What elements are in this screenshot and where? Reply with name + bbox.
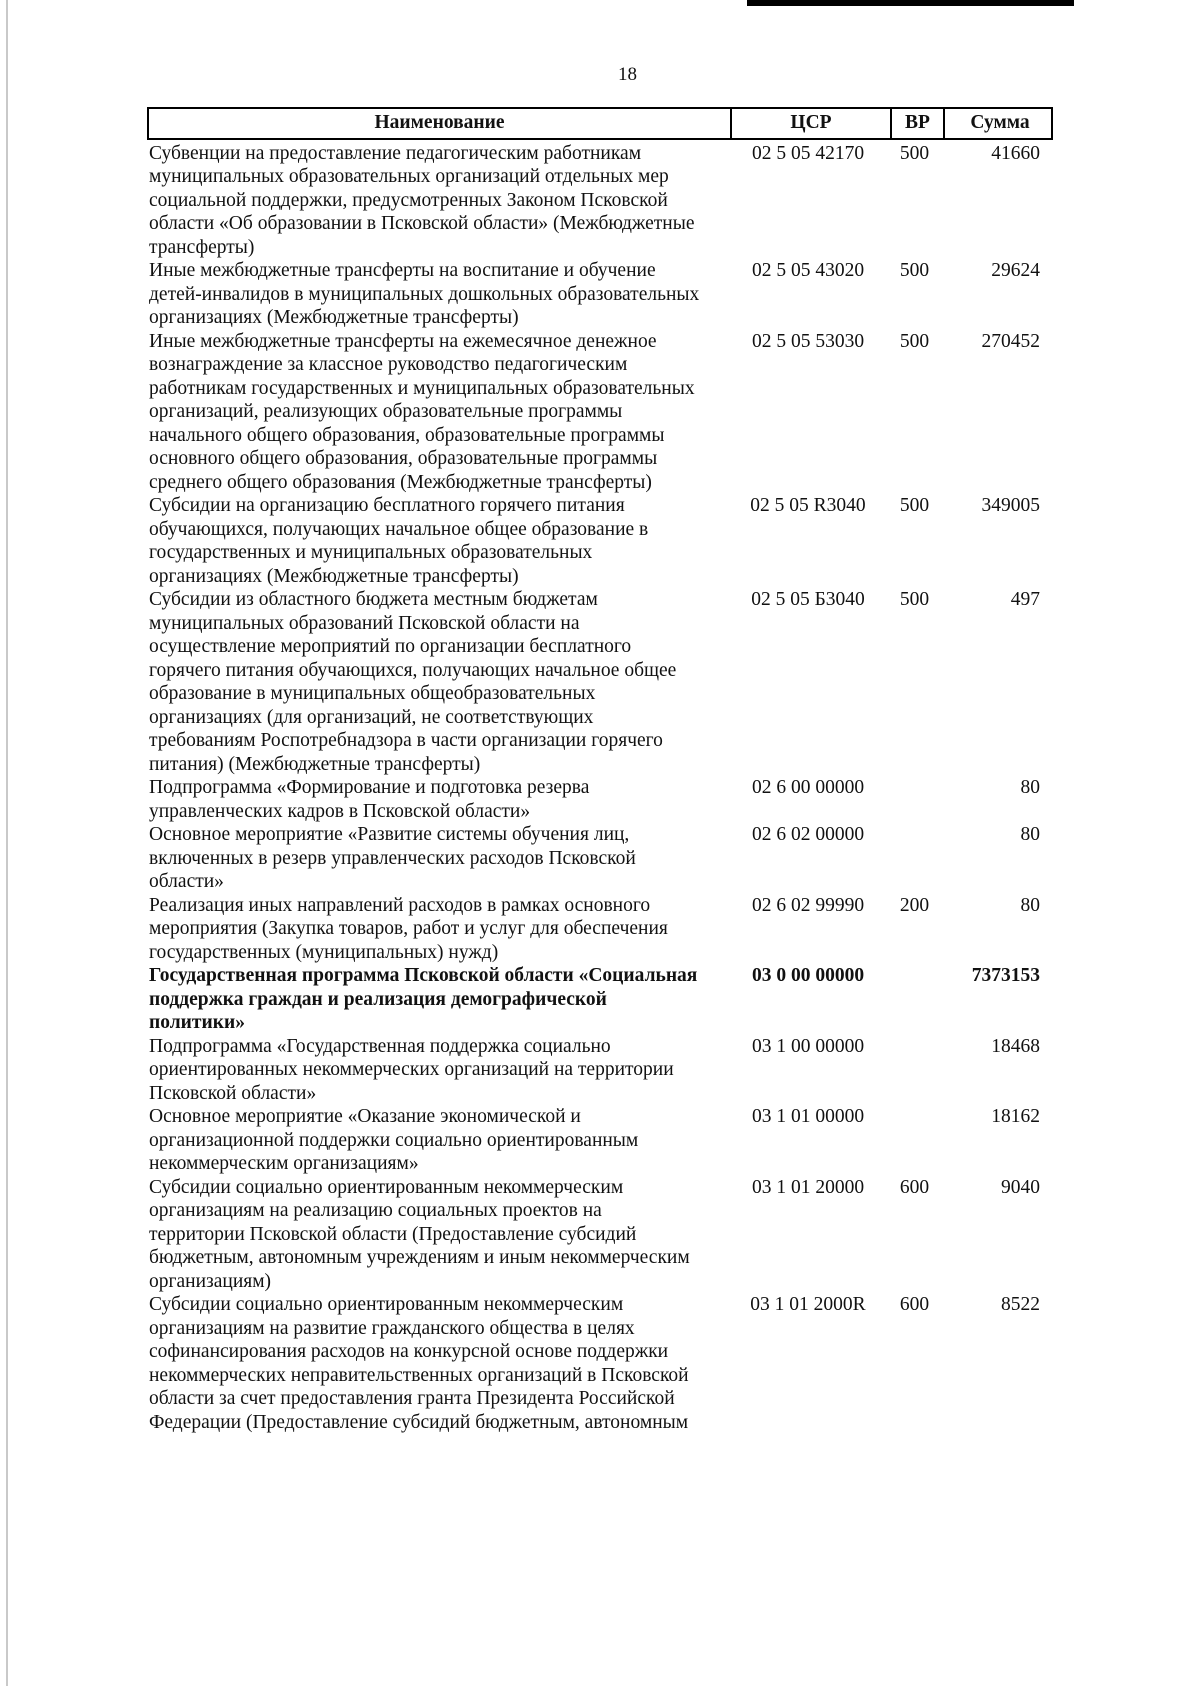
- row-csr: 02 6 00 00000: [751, 777, 865, 798]
- table-body: [147, 140, 1053, 1435]
- row-name: Иные межбюджетные трансферты на воспитание и обучение детей-инвалидов в муниципальных дошкольных образовательных организациях (Межбюджетные трансферты): [149, 260, 700, 328]
- row-vr: [888, 1105, 941, 1176]
- row-vr: [888, 823, 941, 894]
- row-sum: 9040: [1001, 1176, 1040, 1198]
- table-row: [147, 142, 1053, 260]
- row-sum: 497: [1010, 589, 1040, 610]
- row-sum: 80: [1020, 894, 1040, 916]
- row-csr: 03 1 01 20000: [751, 1176, 865, 1198]
- row-vr: [888, 964, 941, 1035]
- table-row: [147, 894, 1053, 965]
- row-sum: 41660: [991, 142, 1040, 164]
- table-row: [147, 494, 1053, 588]
- row-sum: 7373153: [971, 965, 1040, 986]
- row-sum: 80: [1020, 824, 1040, 845]
- row-name: Субсидии на организацию бесплатного горячего питания обучающихся, получающих начальное общее образование в государственных и муниципальных образовательных организациях (Межбюджетные трансферты): [149, 495, 649, 587]
- scan-artifact-top-bar: [747, 0, 1074, 6]
- table-header-row: [147, 107, 1053, 140]
- row-sum: 8522: [1001, 1294, 1040, 1315]
- row-csr: 02 5 05 43020: [751, 260, 865, 281]
- table-row: [147, 776, 1053, 823]
- page-number: 18: [618, 64, 637, 85]
- row-name: Основное мероприятие «Развитие системы обучения лиц, включенных в резерв управленческих расходов Псковской области»: [149, 824, 636, 892]
- row-csr: 02 5 05 42170: [751, 142, 865, 164]
- row-vr: 500: [899, 260, 930, 281]
- row-csr: 03 1 00 00000: [751, 1035, 865, 1057]
- row-vr: 600: [899, 1176, 930, 1198]
- column-header-name: Наименование: [374, 112, 505, 133]
- row-sum: 29624: [991, 260, 1040, 281]
- column-header-csr: ЦСР: [730, 109, 890, 138]
- row-sum: 349005: [981, 495, 1040, 516]
- table-row: [147, 259, 1053, 330]
- table-row: [147, 823, 1053, 894]
- row-csr: 02 5 05 Б3040: [751, 589, 865, 610]
- budget-table: [147, 107, 1053, 1434]
- row-vr: 500: [899, 330, 930, 352]
- row-name: Субсидии социально ориентированным некоммерческим организациям на развитие гражданского общества в целях софинансирования расходов на конкурсной основе поддержки некоммерческих неправительственных организаций в Псковской области за счет предоставления гранта Президента Российской Федерации (Предоставление субсидий бюджетным, автономным: [149, 1294, 689, 1433]
- scan-artifact-left-line: [6, 0, 8, 1686]
- table-row: [147, 1035, 1053, 1106]
- table-row: [147, 1105, 1053, 1176]
- row-csr: 02 5 05 53030: [751, 330, 865, 352]
- row-csr: 02 6 02 99990: [751, 894, 865, 916]
- row-name: Субсидии социально ориентированным некоммерческим организациям на реализацию социальных проектов на территории Псковской области (Предоставление субсидий бюджетным, автономным учреждениям и иным некоммерческим организациям): [149, 1176, 690, 1292]
- row-name: Основное мероприятие «Оказание экономической и организационной поддержки социально ориентированным некоммерческим организациям»: [149, 1106, 639, 1174]
- row-name: Иные межбюджетные трансферты на ежемесячное денежное вознаграждение за классное руководство педагогическим работникам государственных и муниципальных образовательных организаций, реализующих образовательные программы начального общего образования, образовательные программы основного общего образования, образовательные программы среднего общего образования (Межбюджетные трансферты): [149, 330, 695, 493]
- row-name: Государственная программа Псковской области «Социальная поддержка граждан и реализация демографической политики»: [149, 965, 698, 1033]
- table-row: [147, 964, 1053, 1035]
- row-vr: 600: [899, 1294, 930, 1315]
- table-row: [147, 1293, 1053, 1434]
- row-csr: 03 1 01 00000: [751, 1106, 865, 1127]
- row-vr: [888, 1035, 941, 1106]
- row-sum: 270452: [981, 330, 1040, 352]
- row-csr: 03 1 01 2000R: [750, 1294, 866, 1315]
- row-vr: 500: [899, 142, 930, 164]
- row-vr: 200: [899, 894, 930, 916]
- row-vr: 500: [899, 589, 930, 610]
- row-csr: 02 6 02 00000: [751, 824, 865, 845]
- row-name: Субвенции на предоставление педагогическим работникам муниципальных образовательных организаций отдельных мер социальной поддержки, предусмотренных Законом Псковской области «Об образовании в Псковской области» (Межбюджетные трансферты): [149, 142, 695, 258]
- column-header-summa: Сумма: [943, 109, 1055, 138]
- row-csr: 03 0 00 00000: [751, 965, 865, 986]
- table-row: [147, 1176, 1053, 1294]
- row-sum: 18468: [991, 1035, 1040, 1057]
- row-sum: 80: [1020, 777, 1040, 798]
- table-row: [147, 330, 1053, 495]
- row-vr: 500: [899, 495, 930, 516]
- column-header-vr: ВР: [890, 109, 943, 138]
- row-name: Подпрограмма «Государственная поддержка социально ориентированных некоммерческих организаций на территории Псковской области»: [149, 1035, 674, 1104]
- row-name: Подпрограмма «Формирование и подготовка резерва управленческих кадров в Псковской области»: [149, 777, 590, 822]
- row-csr: 02 5 05 R3040: [750, 495, 866, 516]
- table-row: [147, 588, 1053, 776]
- row-name: Субсидии из областного бюджета местным бюджетам муниципальных образований Псковской области на осуществление мероприятий по организации бесплатного горячего питания обучающихся, получающих начальное общее образование в муниципальных общеобразовательных организациях (для организаций, не соответствующих требованиям Роспотребнадзора в части организации горячего питания) (Межбюджетные трансферты): [149, 589, 677, 775]
- row-vr: [888, 776, 941, 823]
- row-name: Реализация иных направлений расходов в рамках основного мероприятия (Закупка товаров, работ и услуг для обеспечения государственных (муниципальных) нужд): [149, 894, 668, 963]
- row-sum: 18162: [991, 1106, 1040, 1127]
